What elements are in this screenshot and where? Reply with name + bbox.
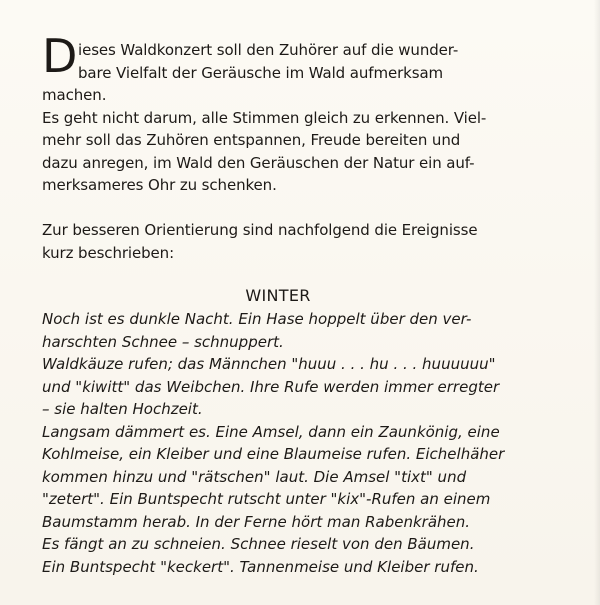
winter-line: – sie halten Hochzeit.: [42, 400, 203, 418]
winter-line: "zetert". Ein Buntspecht rutscht unter "kix"-Rufen an einem: [42, 490, 491, 508]
third-paragraph: [42, 219, 512, 264]
paragraph-2-line: merksameres Ohr zu schenken.: [42, 176, 277, 194]
paragraph-2-line: Es geht nicht darum, alle Stimmen gleich zu erkennen. Viel-: [42, 108, 487, 127]
section-heading-winter: WINTER: [245, 286, 311, 305]
intro-line-2: bare Vielfalt der Geräusche im Wald aufmerksam: [78, 63, 444, 82]
paragraph-3-line: Zur besseren Orientierung sind nachfolgend die Ereignisse: [42, 221, 478, 239]
winter-line: und "kiwitt" das Weibchen. Ihre Rufe werden immer erregter: [42, 377, 500, 396]
winter-line: Noch ist es dunkle Nacht. Ein Hase hoppelt über den ver-: [42, 310, 472, 328]
winter-line: Baumstamm herab. In der Ferne hört man Rabenkrähen.: [42, 512, 471, 531]
paragraph-2-line: mehr soll das Zuhören entspannen, Freude bereiten und: [42, 131, 461, 149]
winter-line: Waldkäuze rufen; das Männchen "huuu . . . hu . . . huuuuuu": [42, 355, 496, 373]
page-edge-shadow: [594, 0, 600, 605]
winter-line: harschten Schnee – schnuppert.: [42, 332, 284, 351]
winter-line: Kohlmeise, ein Kleiber und eine Blaumeise rufen. Eichelhäher: [42, 445, 505, 463]
winter-line: Es fängt an zu schneien. Schnee rieselt von den Bäumen.: [42, 535, 475, 553]
paragraph-3-line: kurz beschrieben:: [42, 243, 175, 262]
intro-line-3: machen.: [42, 86, 107, 104]
winter-line: Langsam dämmert es. Eine Amsel, dann ein Zaunkönig, eine: [42, 422, 500, 441]
intro-paragraph-top: [78, 39, 548, 84]
second-paragraph: [42, 107, 512, 197]
winter-description: [42, 308, 504, 578]
intro-line-1: ieses Waldkonzert soll den Zuhörer auf die wunder-: [78, 41, 459, 59]
winter-line: kommen hinzu und "rätschen" laut. Die Amsel "tixt" und: [42, 467, 467, 486]
winter-line: Ein Buntspecht "keckert". Tannenmeise und Kleiber rufen.: [42, 557, 479, 576]
intro-paragraph-end: [42, 84, 512, 107]
drop-cap-letter: D: [42, 29, 78, 83]
paragraph-2-line: dazu anregen, im Wald den Geräuschen der Natur ein auf-: [42, 153, 475, 172]
